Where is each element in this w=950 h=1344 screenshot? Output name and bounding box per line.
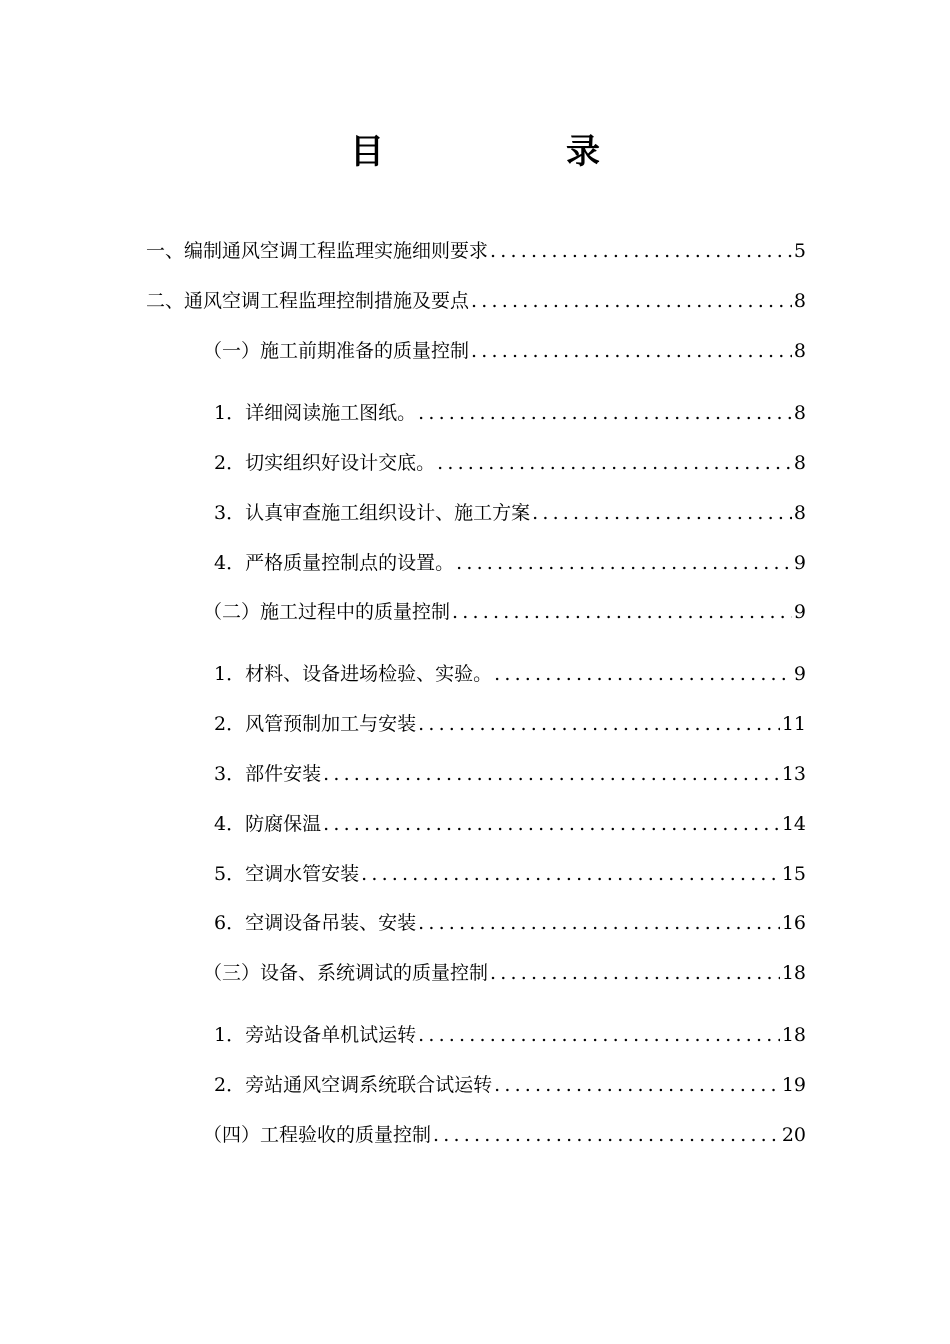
toc-leader-dots xyxy=(532,500,792,526)
toc-leader-dots xyxy=(490,238,792,264)
toc-entry[interactable] xyxy=(146,288,806,314)
toc-entry[interactable] xyxy=(214,661,806,687)
toc-leader-dots xyxy=(418,910,780,936)
toc-page-number: 9 xyxy=(793,663,806,685)
toc-entry[interactable] xyxy=(214,910,806,936)
toc-entry[interactable] xyxy=(203,960,806,986)
toc-entry-label: 二、通风空调工程监理控制措施及要点 xyxy=(146,290,470,312)
toc-leader-dots xyxy=(456,550,792,576)
toc-entry[interactable] xyxy=(214,450,806,476)
page-title: 目 录 xyxy=(350,132,674,172)
toc-entry-label: 1．旁站设备单机试运转 xyxy=(214,1024,417,1046)
toc-page-number: 8 xyxy=(793,502,806,524)
toc-page-number: 8 xyxy=(793,290,806,312)
toc-entry[interactable] xyxy=(214,400,806,426)
toc-entry-label: 2．切实组织好设计交底。 xyxy=(214,452,436,474)
toc-leader-dots xyxy=(494,1072,780,1098)
toc-entry-label: 3．部件安装 xyxy=(214,763,322,785)
toc-entry-label: 4．防腐保温 xyxy=(214,813,322,835)
toc-leader-dots xyxy=(323,761,780,787)
toc-page-number: 19 xyxy=(781,1074,806,1096)
toc-page-number: 9 xyxy=(793,552,806,574)
toc-entry-label: 3．认真审查施工组织设计、施工方案 xyxy=(214,502,531,524)
toc-page-number: 8 xyxy=(793,340,806,362)
toc-entry[interactable] xyxy=(214,500,806,526)
toc-page-number: 14 xyxy=(781,813,806,835)
toc-entry-label: （三）设备、系统调试的质量控制 xyxy=(203,962,489,984)
toc-page-number: 5 xyxy=(793,240,806,262)
toc-leader-dots xyxy=(437,450,792,476)
toc-entry-label: 1．详细阅读施工图纸。 xyxy=(214,402,417,424)
toc-entry-label: （一）施工前期准备的质量控制 xyxy=(203,340,470,362)
toc-page-number: 15 xyxy=(781,863,806,885)
toc-entry[interactable] xyxy=(214,550,806,576)
toc-entry-label: 1．材料、设备进场检验、实验。 xyxy=(214,663,493,685)
toc-entry-label: 2．风管预制加工与安装 xyxy=(214,713,417,735)
toc-entry[interactable] xyxy=(214,861,806,887)
toc-entry-label: 6．空调设备吊装、安装 xyxy=(214,912,417,934)
toc-page-number: 18 xyxy=(781,1024,806,1046)
toc-leader-dots xyxy=(361,861,780,887)
toc-entry-label: 一、编制通风空调工程监理实施细则要求 xyxy=(146,240,489,262)
toc-leader-dots xyxy=(494,661,792,687)
toc-page-number: 9 xyxy=(793,601,806,623)
toc-leader-dots xyxy=(418,400,792,426)
toc-page-number: 16 xyxy=(781,912,806,934)
toc-entry[interactable] xyxy=(214,711,806,737)
toc-entry[interactable] xyxy=(214,811,806,837)
toc-page-number: 8 xyxy=(793,402,806,424)
toc-entry-label: 4．严格质量控制点的设置。 xyxy=(214,552,455,574)
toc-entry[interactable] xyxy=(203,338,806,364)
toc-entry-label: 2．旁站通风空调系统联合试运转 xyxy=(214,1074,493,1096)
toc-entry[interactable] xyxy=(214,761,806,787)
toc-leader-dots xyxy=(433,1122,780,1148)
toc-leader-dots xyxy=(471,338,792,364)
toc-leader-dots xyxy=(323,811,780,837)
toc-entry[interactable] xyxy=(214,1022,806,1048)
toc-entry[interactable] xyxy=(203,1122,806,1148)
toc-entry[interactable] xyxy=(214,1072,806,1098)
toc-leader-dots xyxy=(471,288,792,314)
toc-page-number: 13 xyxy=(781,763,806,785)
toc-leader-dots xyxy=(452,599,792,625)
toc-entry-label: （二）施工过程中的质量控制 xyxy=(203,601,451,623)
toc-page-number: 18 xyxy=(781,962,806,984)
toc-leader-dots xyxy=(418,711,780,737)
toc-entry-label: 5．空调水管安装 xyxy=(214,863,360,885)
toc-entry[interactable] xyxy=(203,599,806,625)
toc-page-number: 20 xyxy=(781,1124,806,1146)
toc-entry[interactable] xyxy=(146,238,806,264)
toc-page-number: 11 xyxy=(781,713,806,735)
toc-leader-dots xyxy=(490,960,780,986)
toc-leader-dots xyxy=(418,1022,780,1048)
toc-page-number: 8 xyxy=(793,452,806,474)
toc-entry-label: （四）工程验收的质量控制 xyxy=(203,1124,432,1146)
